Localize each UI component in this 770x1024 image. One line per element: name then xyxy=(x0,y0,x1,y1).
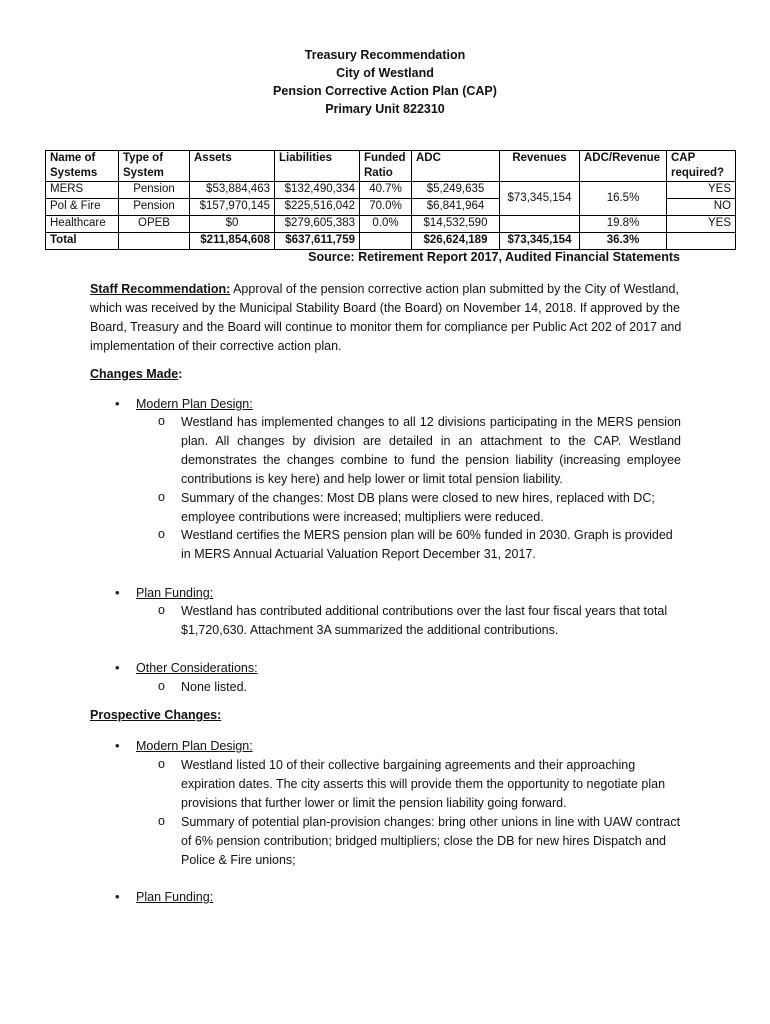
sub-bullet-icon: o xyxy=(158,414,165,428)
cell-adc-revenue: 19.8% xyxy=(580,216,667,233)
cm-mpd-item-1: Westland has implemented changes to all 12 divisions participating in the MERS pension plan. All changes by division are detailed in an attachment to the CAP. Westland demonstrates the changes combine to fund the pension liability (increasing employee contributions is key here) and help lower or limit total pension liability. xyxy=(181,415,681,486)
col-header-liabilities: Liabilities xyxy=(275,151,360,182)
pc-plan-funding: Plan Funding: xyxy=(136,890,214,904)
col-header-assets: Assets xyxy=(190,151,275,182)
prospective-changes-heading xyxy=(90,706,690,725)
header-plan: Pension Corrective Action Plan (CAP) xyxy=(273,84,497,98)
cell-type: Pension xyxy=(119,182,190,199)
header-unit: Primary Unit 822310 xyxy=(325,102,445,116)
cell-name: Pol & Fire xyxy=(46,199,119,216)
changes-made-heading xyxy=(90,365,690,384)
header-title: Treasury Recommendation xyxy=(304,48,466,62)
cm-mpd-item-3: Westland certifies the MERS pension plan will be 60% funded in 2030. Graph is provided in MERS Annual Actuarial Valuation Report December 31, 2017. xyxy=(181,528,673,561)
cell-pension-revenues: $73,345,154 xyxy=(500,182,580,216)
cell-cap: YES xyxy=(667,216,736,233)
cm-pf-item-1: Westland has contributed additional contributions over the last four fiscal years that total $1,720,630. Attachment 3A summarized the additional contributions. xyxy=(181,604,668,637)
cell-total-liabilities: $637,611,759 xyxy=(275,233,360,250)
bullet-icon: • xyxy=(115,660,120,675)
table-row xyxy=(46,216,736,233)
sub-bullet-icon: o xyxy=(158,757,165,771)
prospective-changes-heading-text: Prospective Changes: xyxy=(90,708,222,722)
col-header-type: Type of System xyxy=(119,151,190,182)
col-header-adc-revenue: ADC/Revenue xyxy=(580,151,667,182)
changes-made-colon: : xyxy=(178,367,183,381)
cell-total-assets: $211,854,608 xyxy=(190,233,275,250)
cm-other-considerations: Other Considerations: xyxy=(136,661,258,675)
staff-recommendation xyxy=(90,280,690,356)
cm-mpd-item-2: Summary of the changes: Most DB plans were closed to new hires, replaced with DC; employee contributions were increased; multipliers were reduced. xyxy=(181,491,655,524)
pension-summary-table xyxy=(45,150,736,250)
cell-name: Healthcare xyxy=(46,216,119,233)
bullet-icon: • xyxy=(115,889,120,904)
cell-revenues xyxy=(500,216,580,233)
col-header-funded: Funded Ratio xyxy=(360,151,412,182)
cell-total-funded xyxy=(360,233,412,250)
cell-assets: $157,970,145 xyxy=(190,199,275,216)
pc-modern-plan-design: Modern Plan Design: xyxy=(136,739,253,753)
cm-plan-funding: Plan Funding: xyxy=(136,586,214,600)
cell-type: Pension xyxy=(119,199,190,216)
cell-funded: 40.7% xyxy=(360,182,412,199)
table-header-row xyxy=(46,151,736,182)
cell-total-adc: $26,624,189 xyxy=(412,233,500,250)
bullet-icon: • xyxy=(115,396,120,411)
cell-total-cap xyxy=(667,233,736,250)
header-city: City of Westland xyxy=(336,66,434,80)
table-source-note: Source: Retirement Report 2017, Audited Financial Statements xyxy=(308,250,680,264)
col-header-adc: ADC xyxy=(412,151,500,182)
cell-total-revenues: $73,345,154 xyxy=(500,233,580,250)
cm-oc-item-1: None listed. xyxy=(181,680,248,694)
sub-bullet-icon: o xyxy=(158,603,165,617)
sub-bullet-icon: o xyxy=(158,814,165,828)
cell-cap: YES xyxy=(667,182,736,199)
cell-total-type xyxy=(119,233,190,250)
cell-type: OPEB xyxy=(119,216,190,233)
bullet-icon: • xyxy=(115,738,120,753)
pc-mpd-item-1: Westland listed 10 of their collective bargaining agreements and their approaching expiration dates. The city asserts this will provide them the opportunity to negotiate plan provisions that further lower or limit the pension liability going forward. xyxy=(181,758,666,810)
sub-bullet-icon: o xyxy=(158,490,165,504)
cell-pension-adc-revenue: 16.5% xyxy=(580,182,667,216)
cell-funded: 0.0% xyxy=(360,216,412,233)
cell-liabilities: $279,605,383 xyxy=(275,216,360,233)
col-header-name: Name of Systems xyxy=(46,151,119,182)
col-header-cap: CAP required? xyxy=(667,151,736,182)
sub-bullet-icon: o xyxy=(158,679,165,693)
cell-total-adc-revenue: 36.3% xyxy=(580,233,667,250)
staff-recommendation-label: Staff Recommendation: xyxy=(90,282,231,296)
staff-recommendation-text: Approval of the pension corrective action plan submitted by the City of Westland, which was received by the Municipal Stability Board (the Board) on November 14, 2018. If approved by the Board, Treasury and the Board will continue to monitor them for compliance per Public Act 202 of 2017 and implementation of their corrective action plan. xyxy=(90,282,682,353)
cell-adc: $6,841,964 xyxy=(412,199,500,216)
cell-adc: $14,532,590 xyxy=(412,216,500,233)
cell-funded: 70.0% xyxy=(360,199,412,216)
sub-bullet-icon: o xyxy=(158,527,165,541)
cell-adc: $5,249,635 xyxy=(412,182,500,199)
table-row xyxy=(46,182,736,199)
col-header-revenues: Revenues xyxy=(500,151,580,182)
document-header xyxy=(0,46,770,118)
cell-assets: $0 xyxy=(190,216,275,233)
pc-mpd-item-2: Summary of potential plan-provision changes: bring other unions in line with UAW contract of 6% pension contribution; bridged multipliers; close the DB for new hires Dispatch and Police & Fire unions; xyxy=(181,815,681,867)
cell-liabilities: $132,490,334 xyxy=(275,182,360,199)
cell-cap: NO xyxy=(667,199,736,216)
bullet-icon: • xyxy=(115,585,120,600)
table-total-row xyxy=(46,233,736,250)
cell-liabilities: $225,516,042 xyxy=(275,199,360,216)
changes-made-heading-text: Changes Made xyxy=(90,367,179,381)
cell-total-label: Total xyxy=(46,233,119,250)
cell-assets: $53,884,463 xyxy=(190,182,275,199)
cm-modern-plan-design: Modern Plan Design: xyxy=(136,397,253,411)
cell-name: MERS xyxy=(46,182,119,199)
